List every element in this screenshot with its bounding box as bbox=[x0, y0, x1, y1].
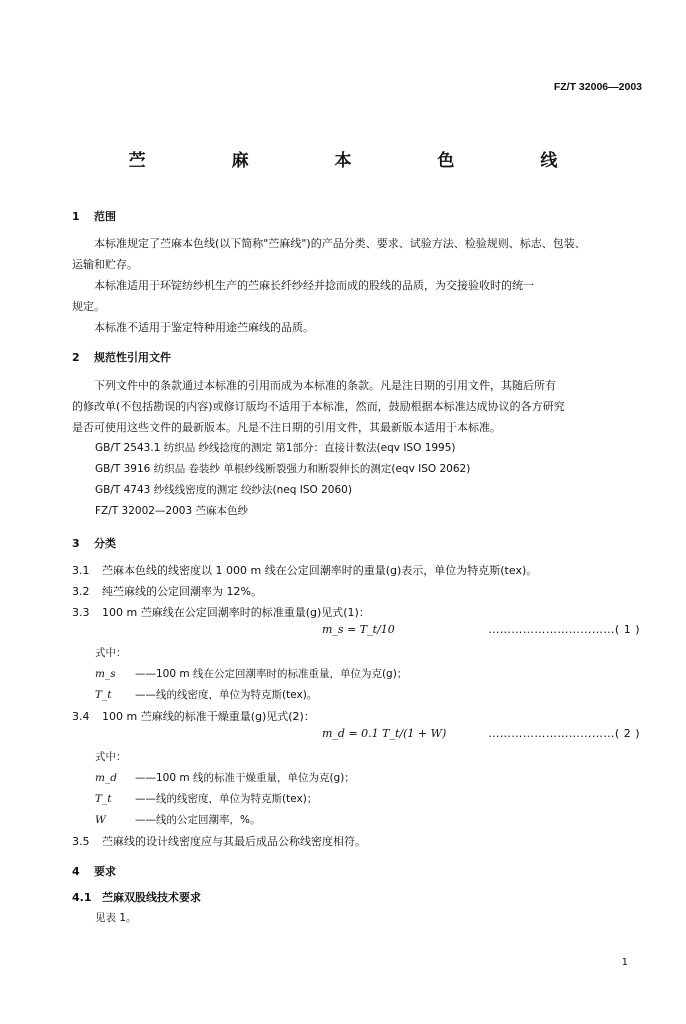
section-4-heading bbox=[72, 863, 116, 879]
clause-number: 3.5 bbox=[72, 835, 90, 848]
section-number: 1 bbox=[72, 210, 80, 223]
section-title: 规范性引用文件 bbox=[94, 351, 171, 364]
section-title: 要求 bbox=[94, 865, 116, 878]
clause-4-1-text: 见表 1。 bbox=[95, 912, 137, 924]
definition-text: ——线的线密度，单位为特克斯(tex)； bbox=[135, 793, 318, 805]
reference-item: GB/T 4743 纱线线密度的测定 绞纱法(neq ISO 2060) bbox=[95, 484, 352, 496]
clause-number: 4.1 bbox=[72, 891, 92, 904]
section-3-heading bbox=[72, 535, 116, 551]
symbol-definition bbox=[95, 791, 317, 806]
definition-text: ——线的线密度，单位为特克斯(tex)。 bbox=[135, 689, 318, 701]
equation-number-1: ……………………………( 1 ) bbox=[488, 623, 640, 636]
clause-number: 3.2 bbox=[72, 585, 90, 598]
formula-1: m_s = T_t/10 bbox=[322, 623, 395, 636]
symbol-definition bbox=[95, 770, 355, 785]
text-line: 运输和贮存。 bbox=[72, 258, 138, 271]
clause-title: 苎麻双股线技术要求 bbox=[102, 891, 201, 904]
page-number: 1 bbox=[621, 957, 628, 968]
section-title: 范围 bbox=[94, 210, 116, 223]
section-1-paragraph-2 bbox=[72, 275, 642, 317]
symbol: m_d bbox=[95, 772, 117, 784]
where-label: 式中： bbox=[95, 647, 127, 659]
symbol-definition bbox=[95, 812, 260, 827]
clause-3-3 bbox=[72, 604, 370, 620]
clause-text: 100 m 苎麻线的标准干燥重量(g)见式(2)： bbox=[102, 710, 315, 723]
reference-item: GB/T 2543.1 纺织品 纱线捻度的测定 第1部分：直接计数法(eqv ISO 1995) bbox=[95, 442, 456, 454]
symbol-definition bbox=[95, 687, 317, 702]
section-number: 3 bbox=[72, 537, 80, 550]
equation-number-2: ……………………………( 2 ) bbox=[488, 727, 640, 740]
clause-text: 纯苎麻线的公定回潮率为 12%。 bbox=[102, 585, 262, 598]
section-1-heading bbox=[72, 208, 116, 224]
text-line: 本标准适用于环锭纺纱机生产的苎麻长纤纱经并捻而成的股线的品质，为交接验收时的统一 bbox=[94, 279, 534, 292]
clause-text: 苎麻本色线的线密度以 1 000 m 线在公定回潮率时的重量(g)表示，单位为特克斯(tex)。 bbox=[102, 564, 538, 577]
section-1-paragraph-1 bbox=[72, 233, 642, 275]
clause-text: 苎麻线的设计线密度应与其最后成品公称线密度相符。 bbox=[102, 835, 366, 848]
reference-item: GB/T 3916 纺织品 卷装纱 单根纱线断裂强力和断裂伸长的测定(eqv ISO 2062) bbox=[95, 463, 471, 475]
formula-2: m_d = 0.1 T_t/(1 + W) bbox=[322, 727, 447, 740]
section-2-paragraph bbox=[72, 375, 642, 438]
text-line: 规定。 bbox=[72, 300, 105, 313]
clause-text: 100 m 苎麻线在公定回潮率时的标准重量(g)见式(1)： bbox=[102, 606, 370, 619]
definition-text: ——100 m 线的标准干燥重量，单位为克(g)； bbox=[135, 772, 355, 784]
reference-item: FZ/T 32002—2003 苎麻本色纱 bbox=[95, 505, 248, 517]
definition-text: ——100 m 线在公定回潮率时的标准重量，单位为克(g)； bbox=[135, 668, 408, 680]
text-line: 本标准规定了苎麻本色线(以下简称"苎麻线")的产品分类、要求、试验方法、检验规则、标志、包装、 bbox=[94, 237, 586, 250]
section-2-heading bbox=[72, 349, 171, 365]
clause-3-2 bbox=[72, 583, 262, 599]
symbol: m_s bbox=[95, 668, 116, 680]
text-line: 是否可使用这些文件的最新版本。凡是不注日期的引用文件，其最新版本适用于本标准。 bbox=[72, 421, 501, 434]
clause-3-4 bbox=[72, 708, 315, 724]
section-title: 分类 bbox=[94, 537, 116, 550]
clause-3-5 bbox=[72, 833, 366, 849]
symbol: T_t bbox=[95, 689, 112, 701]
text-line: 的修改单(不包括勘误的内容)或修订版均不适用于本标准，然而，鼓励根据本标准达成协议的各方研究 bbox=[72, 400, 565, 413]
standard-code: FZ/T 32006—2003 bbox=[553, 81, 642, 93]
where-label: 式中： bbox=[95, 751, 127, 763]
text-line: 下列文件中的条款通过本标准的引用而成为本标准的条款。凡是注日期的引用文件，其随后所有 bbox=[94, 379, 556, 392]
symbol: T_t bbox=[95, 793, 112, 805]
section-number: 4 bbox=[72, 865, 80, 878]
clause-4-1-heading bbox=[72, 889, 201, 905]
section-number: 2 bbox=[72, 351, 80, 364]
clause-number: 3.4 bbox=[72, 710, 90, 723]
clause-3-1 bbox=[72, 562, 537, 578]
document-title: 苎 麻 本 色 线 bbox=[128, 151, 598, 171]
clause-number: 3.1 bbox=[72, 564, 90, 577]
symbol-definition bbox=[95, 666, 407, 681]
clause-number: 3.3 bbox=[72, 606, 90, 619]
definition-text: ——线的公定回潮率，%。 bbox=[135, 814, 261, 826]
section-1-paragraph-3: 本标准不适用于鉴定特种用途苎麻线的品质。 bbox=[94, 321, 314, 334]
symbol: W bbox=[95, 814, 106, 826]
